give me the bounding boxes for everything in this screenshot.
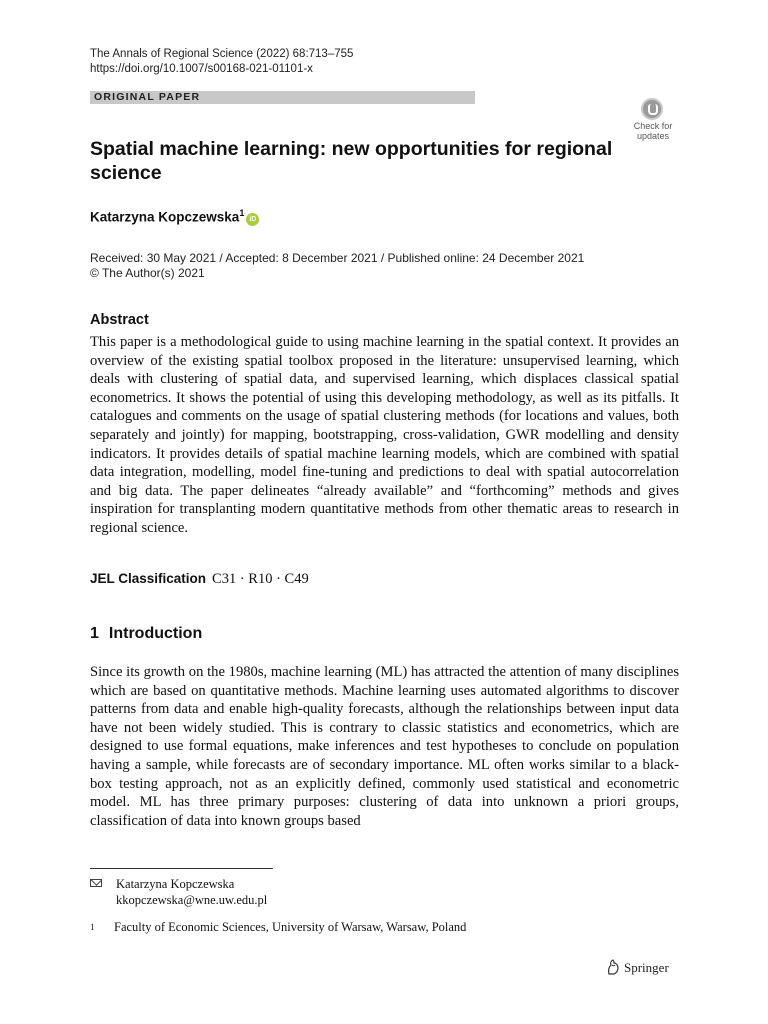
author-affiliation-mark: 1 <box>239 208 245 218</box>
contact-email[interactable]: kkopczewska@wne.uw.edu.pl <box>116 893 268 907</box>
badge-line-1: Check for <box>633 121 673 131</box>
copyright: © The Author(s) 2021 <box>90 266 205 280</box>
contact-name: Katarzyna Kopczewska <box>116 877 235 891</box>
journal-citation <box>90 47 353 77</box>
check-for-updates-badge[interactable] <box>626 98 680 144</box>
article-dates <box>90 251 584 281</box>
author-line <box>90 208 259 226</box>
abstract-heading: Abstract <box>90 312 149 328</box>
author-name[interactable]: Katarzyna Kopczewska <box>90 209 240 225</box>
publisher-name: Springer <box>624 960 669 975</box>
history-dates: Received: 30 May 2021 / Accepted: 8 December 2021 / Published online: 24 December 2021 <box>90 251 585 265</box>
section-number: 1 <box>90 625 99 642</box>
envelope-icon <box>90 879 102 887</box>
jel-classification <box>90 571 309 588</box>
badge-line-2: updates <box>636 131 670 141</box>
springer-horse-icon <box>606 959 620 979</box>
affiliation-text: Faculty of Economic Sciences, University of Warsaw, Warsaw, Poland <box>114 920 467 934</box>
affiliation-footnote <box>90 919 466 935</box>
article-type-bar: ORIGINAL PAPER <box>90 91 475 104</box>
footnote-divider <box>90 868 273 869</box>
section-heading <box>90 625 202 643</box>
journal-line: The Annals of Regional Science (2022) 68:713–755 <box>90 48 354 60</box>
contact-footnote <box>90 876 267 908</box>
affiliation-mark: 1 <box>90 922 95 932</box>
introduction-text: Since its growth on the 1980s, machine learning (ML) has attracted the attention of many disciplines which are based on quantitative methods. Machine learning uses automated algorithms to discover patterns from data and enable high-quality forecasts, although the relationships between input data have not been widely studied. This is contrary to classic statistics and econometrics, which are designed to use formal equations, make inferences and test hypotheses to conclude on population having a sample, while forecasts are of secondary importance. ML often works similar to a black-box testing approach, not as an explicitly defined, commonly used statistical and econometric model. ML has three primary purposes: clustering of data into unknown a priori groups, classification of data into known groups based <box>90 664 679 829</box>
doi-link[interactable]: https://doi.org/10.1007/s00168-021-01101-x <box>90 63 313 75</box>
jel-codes: C31 · R10 · C49 <box>212 571 309 587</box>
article-title: Spatial machine learning: new opportunities for regional science <box>90 138 613 184</box>
jel-label: JEL Classification <box>90 571 207 586</box>
check-for-updates-icon <box>641 98 663 120</box>
orcid-icon[interactable]: iD <box>246 213 259 226</box>
section-title: Introduction <box>108 625 203 642</box>
abstract-text: This paper is a methodological guide to using machine learning in the spatial context. It provides an overview of the existing spatial toolbox proposed in the literature: unsupervised learning, which deals with clustering of spatial data, and supervised learning, which displaces classical spatial econometrics. It shows the potential of using this developing methodology, as well as its pitfalls. It catalogues and comments on the usage of spatial clustering methods (for locations and values, both separately and jointly) for mapping, bootstrapping, cross-validation, GWR modelling and density indicators. It provides details of spatial machine learning models, which are combined with spatial data integration, modelling, model fine-tuning and predictions to deal with spatial autocorrelation and big data. The paper delineates “already available” and “forthcoming” methods and gives inspiration for transplanting modern quantitative methods from other thematic areas to research in regional science. <box>90 334 679 536</box>
publisher-logo <box>606 959 669 979</box>
